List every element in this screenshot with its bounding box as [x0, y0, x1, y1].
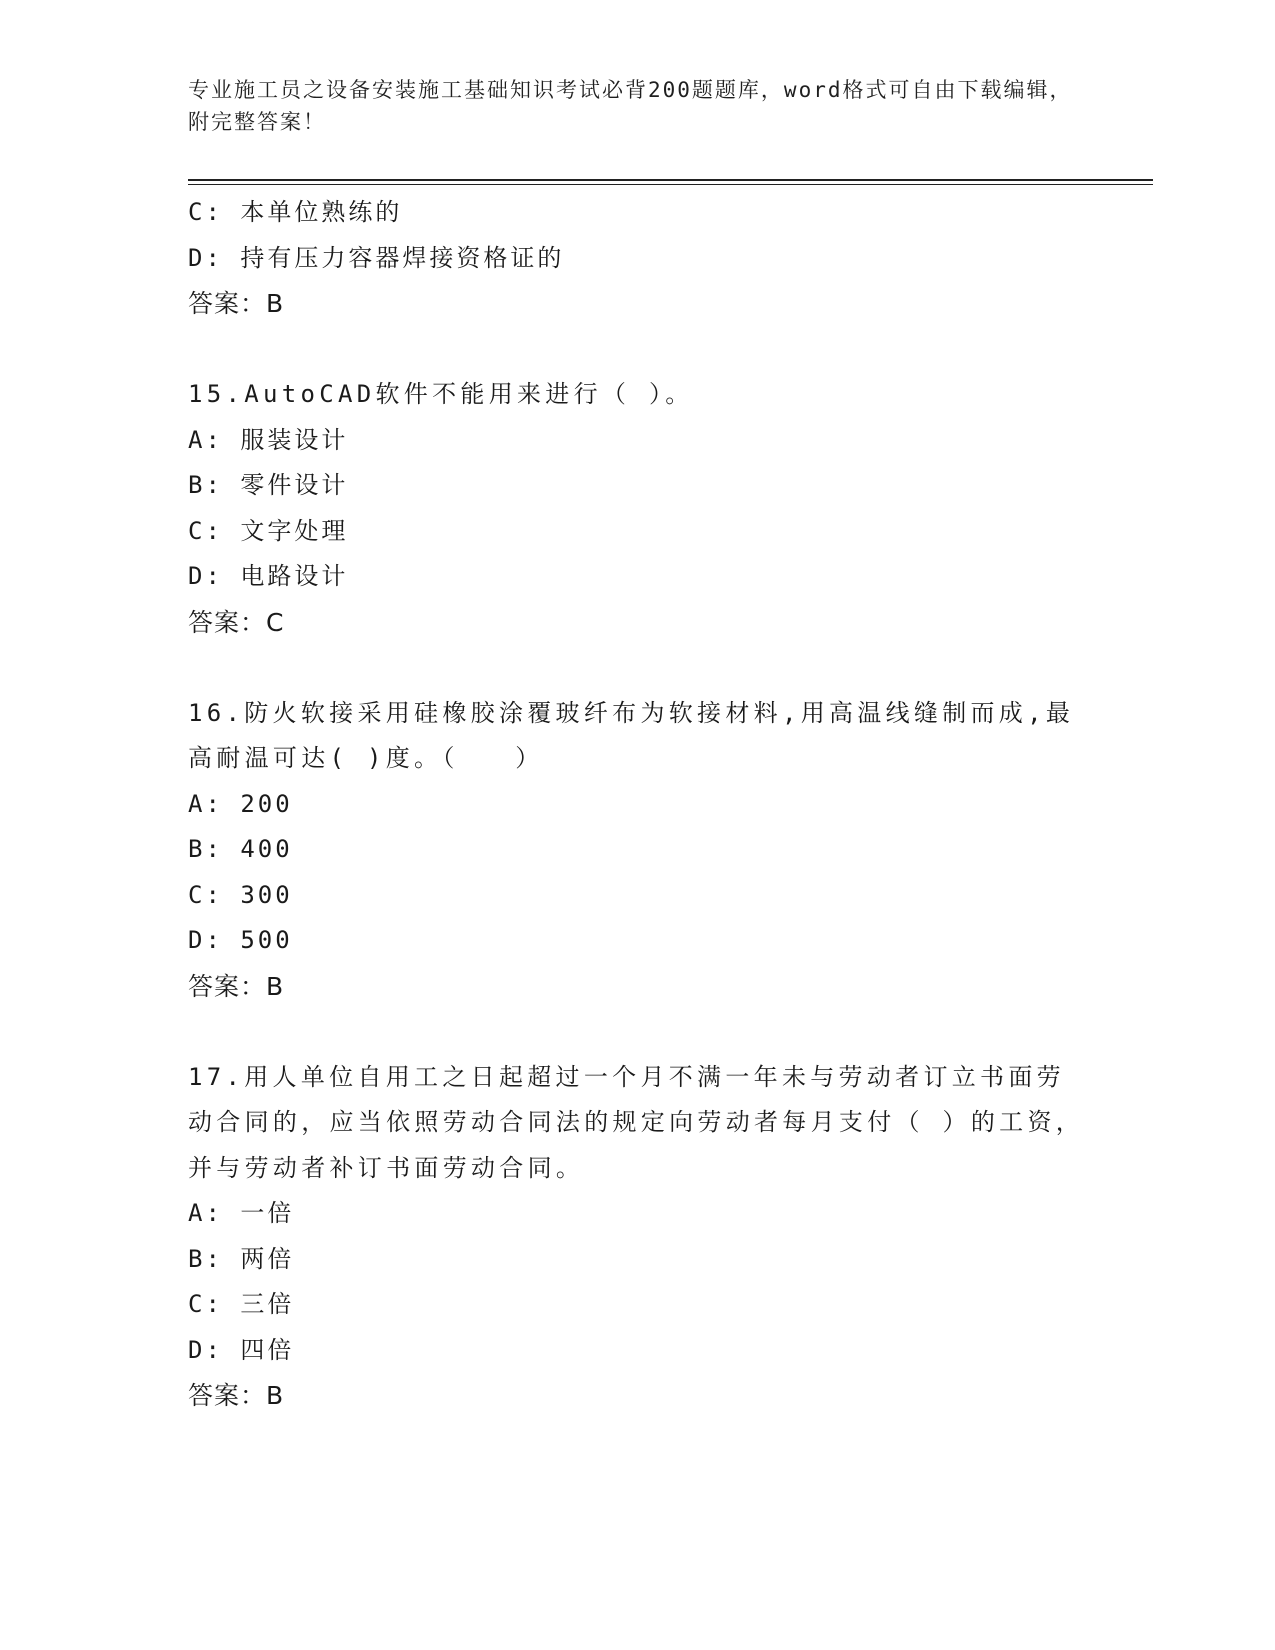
question-block: [188, 372, 1088, 645]
question-block: [188, 691, 1088, 1010]
question-stem: 15.AutoCAD软件不能用来进行（ ）。: [188, 380, 694, 408]
document-header: [188, 74, 1088, 138]
option-line: D: 四倍: [188, 1335, 295, 1364]
option-line: C: 300: [188, 880, 293, 909]
spacer: [188, 1009, 1088, 1055]
header-divider-thick: [188, 179, 1153, 181]
option-line: D: 电路设计: [188, 562, 349, 590]
spacer: [188, 645, 1088, 691]
spacer: [188, 327, 1088, 373]
answer-line: 答案：C: [188, 607, 285, 637]
answer-line: 答案：B: [188, 971, 285, 1001]
header-title: 专业施工员之设备安装施工基础知识考试必背200题题库，word格式可自由下载编辑，附完整答案！: [188, 78, 1073, 134]
option-line: C: 三倍: [188, 1290, 295, 1318]
option-line: C: 本单位熟练的: [188, 198, 403, 226]
option-line: B: 零件设计: [188, 471, 349, 499]
question-stem: 16.防火软接采用硅橡胶涂覆玻纤布为软接材料,用高温线缝制而成,最高耐温可达( )度。（ ）: [188, 698, 1075, 772]
option-line: B: 400: [188, 835, 293, 863]
answer-line: 答案：B: [188, 1381, 285, 1410]
option-line: A: 服装设计: [188, 425, 349, 454]
option-line: D: 500: [188, 926, 293, 954]
option-line: B: 两倍: [188, 1244, 295, 1273]
answer-line: 答案：B: [188, 289, 285, 318]
prev-question-block: [188, 190, 1088, 327]
option-line: A: 200: [188, 789, 293, 818]
option-line: C: 文字处理: [188, 516, 349, 545]
header-divider-thin: [188, 184, 1153, 185]
option-line: D: 持有压力容器焊接资格证的: [188, 243, 565, 272]
option-line: A: 一倍: [188, 1199, 295, 1227]
question-content: [188, 190, 1088, 1419]
question-stem: 17.用人单位自用工之日起超过一个月不满一年未与劳动者订立书面劳动合同的，应当依照劳动合同法的规定向劳动者每月支付（ ）的工资，并与劳动者补订书面劳动合同。: [188, 1062, 1085, 1182]
question-block: [188, 1055, 1088, 1419]
